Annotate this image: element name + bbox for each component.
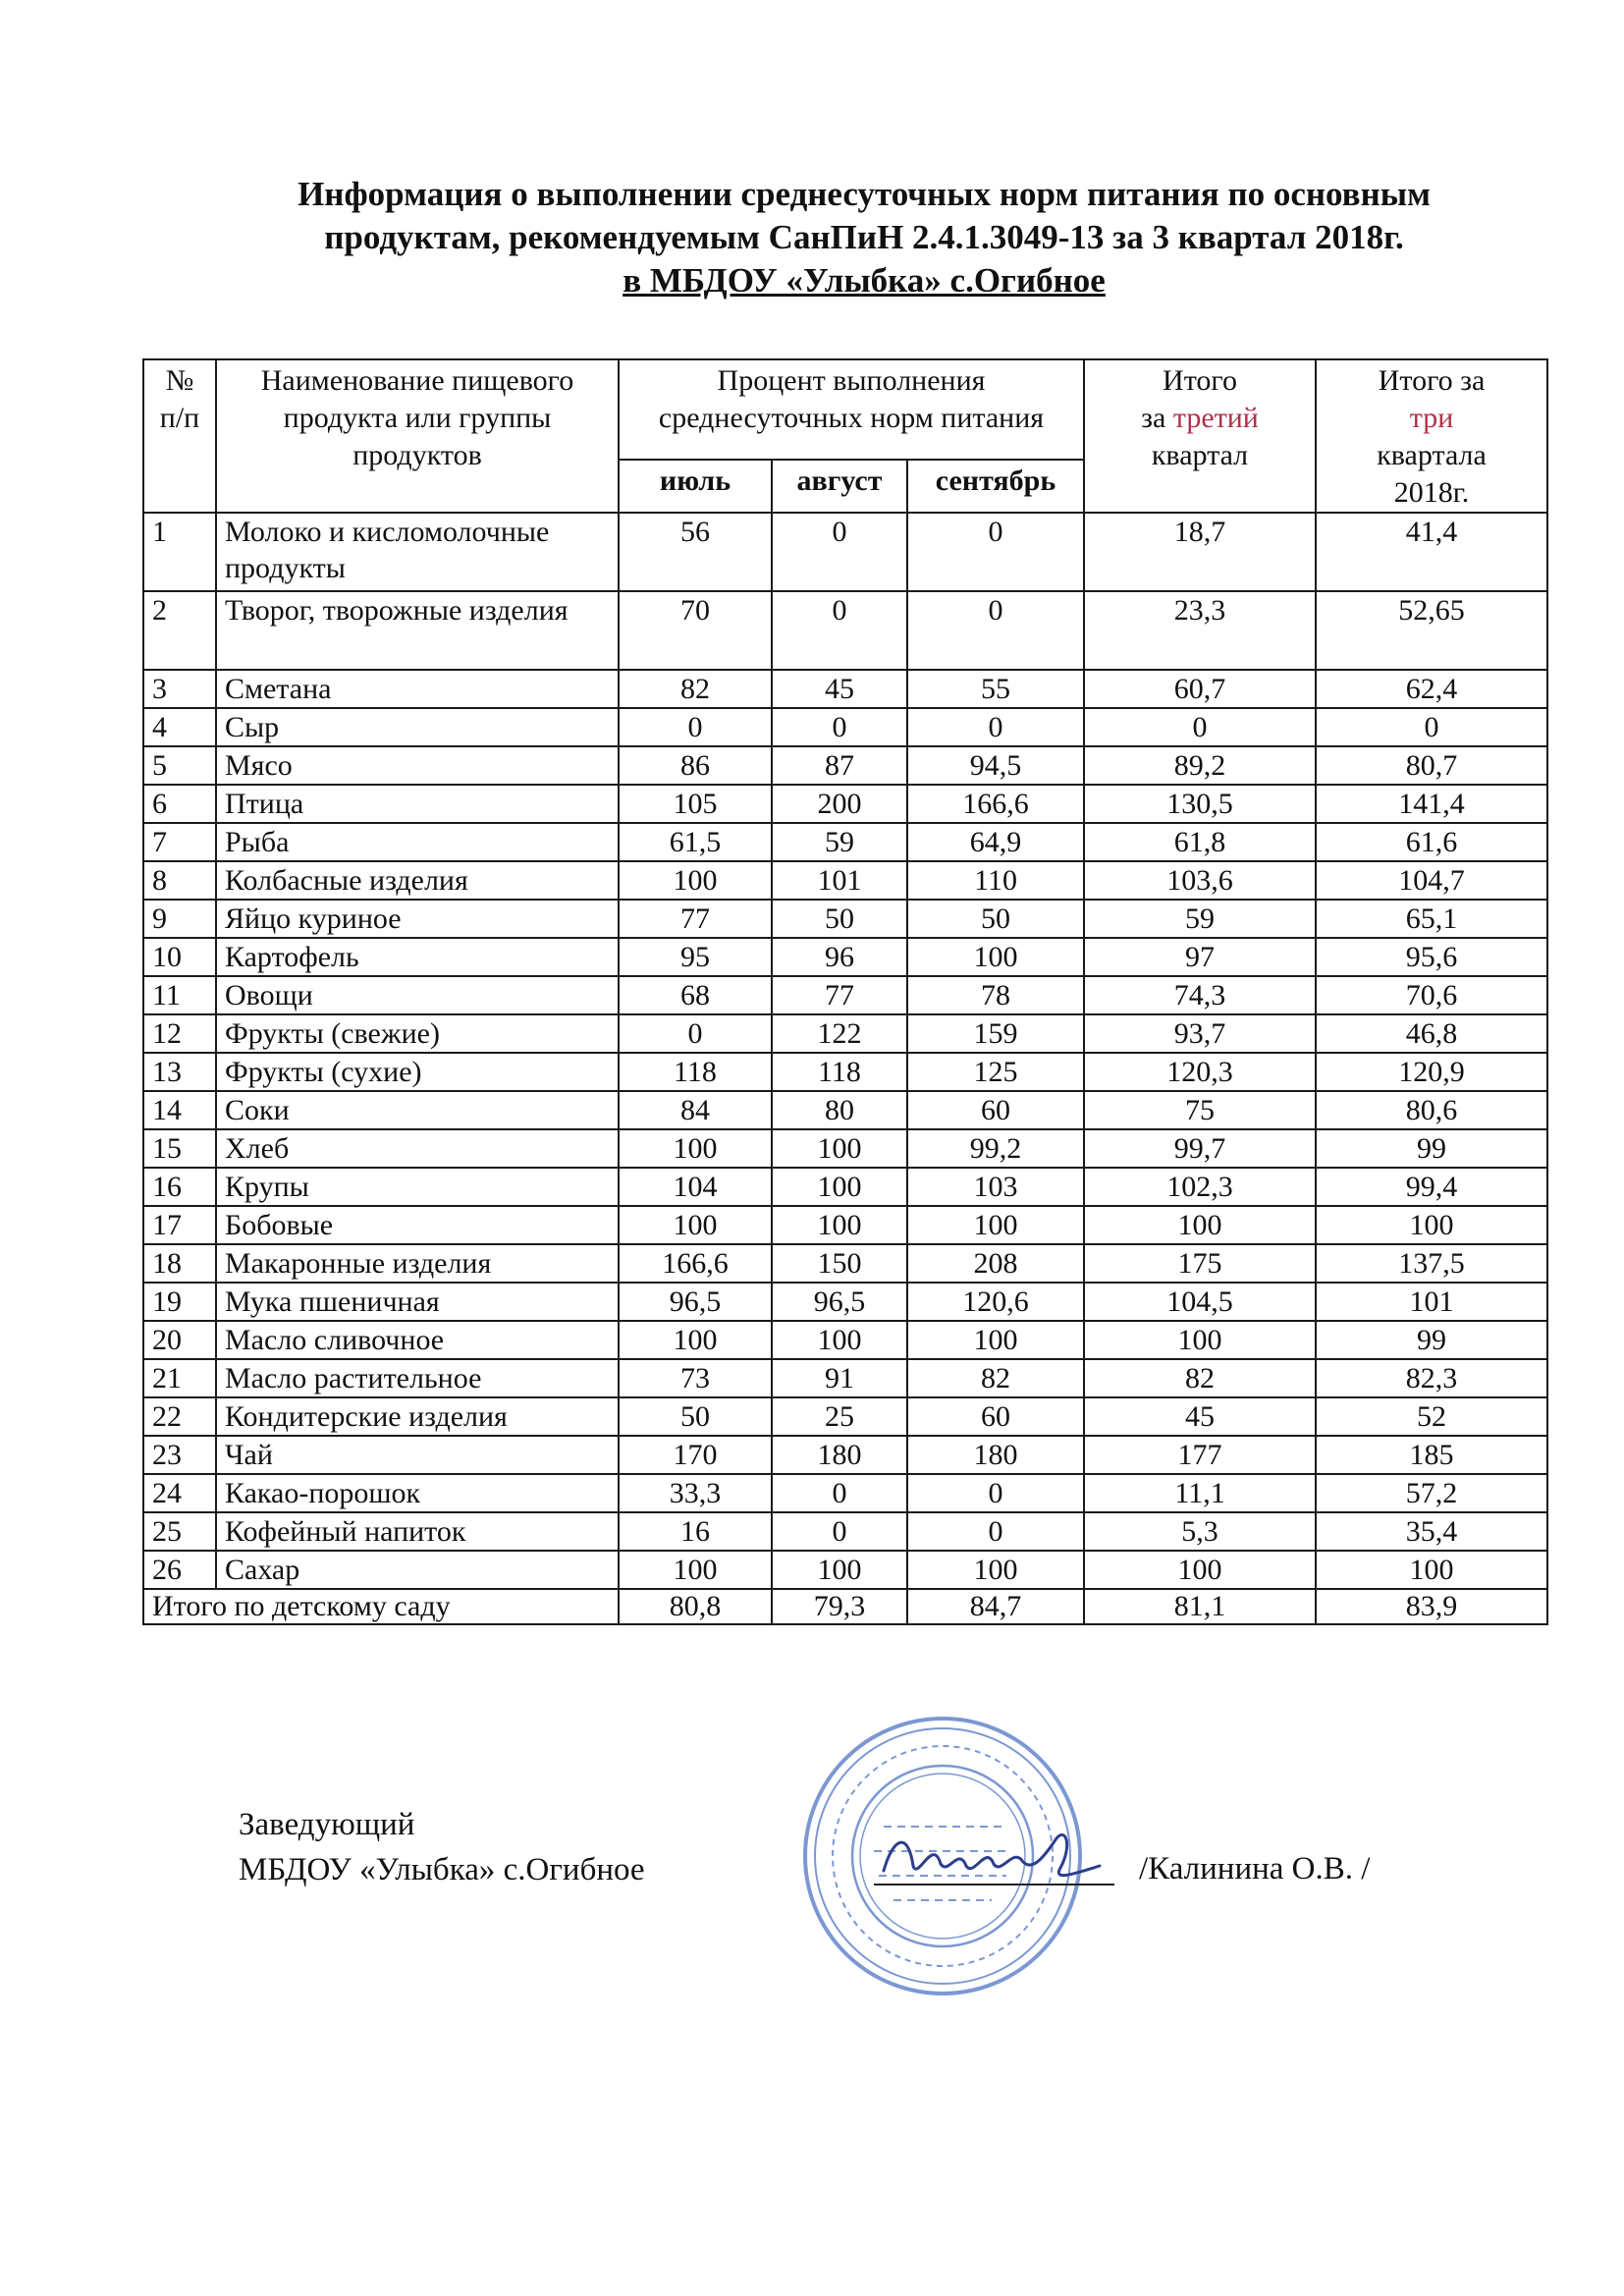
value-three-quarters: 137,5	[1316, 1244, 1547, 1283]
header-quarter-prefix: за	[1141, 402, 1173, 434]
product-name: Чай	[216, 1436, 619, 1474]
value-july: 166,6	[619, 1244, 772, 1283]
value-three-quarters: 57,2	[1316, 1474, 1547, 1512]
value-quarter: 23,3	[1084, 591, 1316, 670]
value-quarter: 120,3	[1084, 1053, 1316, 1091]
table-row	[143, 1206, 1547, 1244]
header-percent	[619, 359, 1084, 460]
product-name: Сыр	[216, 708, 619, 746]
value-september: 159	[907, 1014, 1084, 1053]
value-quarter: 97	[1084, 938, 1316, 976]
value-august: 0	[772, 1512, 907, 1551]
value-quarter: 100	[1084, 1206, 1316, 1244]
value-september: 208	[907, 1244, 1084, 1283]
row-number: 16	[143, 1168, 216, 1206]
value-three-quarters: 80,7	[1316, 746, 1547, 785]
value-august: 100	[772, 1321, 907, 1359]
value-three-quarters: 104,7	[1316, 861, 1547, 900]
value-august: 25	[772, 1397, 907, 1436]
value-july: 100	[619, 1321, 772, 1359]
value-quarter: 89,2	[1084, 746, 1316, 785]
value-august: 100	[772, 1129, 907, 1168]
value-august: 118	[772, 1053, 907, 1091]
value-quarter: 5,3	[1084, 1512, 1316, 1551]
value-july: 16	[619, 1512, 772, 1551]
value-july: 100	[619, 1206, 772, 1244]
table-row	[143, 1168, 1547, 1206]
table-row	[143, 976, 1547, 1014]
value-three-quarters: 141,4	[1316, 785, 1547, 823]
value-quarter: 61,8	[1084, 823, 1316, 861]
header-august: август	[772, 460, 907, 513]
product-name: Фрукты (сухие)	[216, 1053, 619, 1091]
header-product-name: Наименование пищевого продукта или группы продуктов	[216, 359, 619, 513]
value-august: 50	[772, 900, 907, 938]
value-july: 73	[619, 1359, 772, 1397]
value-september: 82	[907, 1359, 1084, 1397]
value-quarter: 177	[1084, 1436, 1316, 1474]
value-quarter: 74,3	[1084, 976, 1316, 1014]
header-july: июль	[619, 460, 772, 513]
value-quarter: 45	[1084, 1397, 1316, 1436]
value-three-quarters: 52,65	[1316, 591, 1547, 670]
value-september: 110	[907, 861, 1084, 900]
header-num-line1: №	[165, 364, 194, 397]
value-august: 180	[772, 1436, 907, 1474]
header-three-line1: Итого за	[1378, 364, 1486, 397]
product-name: Соки	[216, 1091, 619, 1129]
product-name: Колбасные изделия	[216, 861, 619, 900]
value-three-quarters: 70,6	[1316, 976, 1547, 1014]
value-three-quarters: 62,4	[1316, 670, 1547, 708]
signer-organization: МБДОУ «Улыбка» с.Огибное	[239, 1852, 645, 1887]
value-july: 77	[619, 900, 772, 938]
value-three-quarters: 99	[1316, 1129, 1547, 1168]
total-quarter: 81,1	[1084, 1589, 1316, 1624]
value-september: 0	[907, 1512, 1084, 1551]
row-number: 10	[143, 938, 216, 976]
nutrition-norms-table	[142, 358, 1548, 1625]
value-quarter: 102,3	[1084, 1168, 1316, 1206]
row-number: 11	[143, 976, 216, 1014]
header-num	[143, 359, 216, 513]
row-number: 2	[143, 591, 216, 670]
value-september: 120,6	[907, 1283, 1084, 1321]
value-three-quarters: 61,6	[1316, 823, 1547, 861]
value-september: 103	[907, 1168, 1084, 1206]
product-name: Картофель	[216, 938, 619, 976]
value-august: 59	[772, 823, 907, 861]
table-row	[143, 1359, 1547, 1397]
value-july: 70	[619, 591, 772, 670]
value-august: 122	[772, 1014, 907, 1053]
value-august: 150	[772, 1244, 907, 1283]
value-quarter: 18,7	[1084, 513, 1316, 591]
product-name: Кофейный напиток	[216, 1512, 619, 1551]
header-quarter-red-word: третий	[1172, 402, 1259, 434]
value-september: 50	[907, 900, 1084, 938]
value-august: 77	[772, 976, 907, 1014]
value-july: 96,5	[619, 1283, 772, 1321]
value-august: 0	[772, 1474, 907, 1512]
table-row	[143, 746, 1547, 785]
header-three-red-word: три	[1409, 402, 1454, 434]
value-three-quarters: 120,9	[1316, 1053, 1547, 1091]
product-name: Мука пшеничная	[216, 1283, 619, 1321]
value-three-quarters: 52	[1316, 1397, 1547, 1436]
value-september: 60	[907, 1091, 1084, 1129]
value-september: 0	[907, 591, 1084, 670]
row-number: 15	[143, 1129, 216, 1168]
value-august: 87	[772, 746, 907, 785]
value-september: 0	[907, 708, 1084, 746]
value-three-quarters: 99,4	[1316, 1168, 1547, 1206]
value-august: 100	[772, 1168, 907, 1206]
value-september: 100	[907, 1551, 1084, 1589]
row-number: 12	[143, 1014, 216, 1053]
value-july: 100	[619, 1551, 772, 1589]
value-three-quarters: 46,8	[1316, 1014, 1547, 1053]
product-name: Хлеб	[216, 1129, 619, 1168]
product-name: Овощи	[216, 976, 619, 1014]
value-september: 100	[907, 1206, 1084, 1244]
value-quarter: 104,5	[1084, 1283, 1316, 1321]
value-july: 105	[619, 785, 772, 823]
total-august: 79,3	[772, 1589, 907, 1624]
product-name: Сметана	[216, 670, 619, 708]
product-name: Яйцо куриное	[216, 900, 619, 938]
product-name: Рыба	[216, 823, 619, 861]
value-quarter: 130,5	[1084, 785, 1316, 823]
value-three-quarters: 100	[1316, 1206, 1547, 1244]
header-september: сентябрь	[907, 460, 1084, 513]
title-line-2: продуктам, рекомендуемым СанПиН 2.4.1.3049-13 за 3 квартал 2018г.	[324, 218, 1404, 256]
value-july: 50	[619, 1397, 772, 1436]
value-quarter: 100	[1084, 1321, 1316, 1359]
value-august: 96	[772, 938, 907, 976]
value-september: 180	[907, 1436, 1084, 1474]
value-july: 82	[619, 670, 772, 708]
value-july: 0	[619, 708, 772, 746]
value-september: 0	[907, 1474, 1084, 1512]
total-row	[143, 1589, 1547, 1624]
table-row	[143, 1283, 1547, 1321]
row-number: 26	[143, 1551, 216, 1589]
row-number: 13	[143, 1053, 216, 1091]
product-name: Молоко и кисломолочные продукты	[216, 513, 619, 591]
value-quarter: 175	[1084, 1244, 1316, 1283]
value-august: 200	[772, 785, 907, 823]
value-september: 78	[907, 976, 1084, 1014]
value-july: 170	[619, 1436, 772, 1474]
value-three-quarters: 100	[1316, 1551, 1547, 1589]
row-number: 18	[143, 1244, 216, 1283]
table-row	[143, 1512, 1547, 1551]
value-august: 0	[772, 708, 907, 746]
table-row	[143, 785, 1547, 823]
table-row	[143, 670, 1547, 708]
row-number: 25	[143, 1512, 216, 1551]
value-quarter: 100	[1084, 1551, 1316, 1589]
table-row	[143, 861, 1547, 900]
row-number: 19	[143, 1283, 216, 1321]
product-name: Бобовые	[216, 1206, 619, 1244]
total-july: 80,8	[619, 1589, 772, 1624]
product-name: Сахар	[216, 1551, 619, 1589]
value-quarter: 75	[1084, 1091, 1316, 1129]
product-name: Какао-порошок	[216, 1474, 619, 1512]
signature-line	[874, 1884, 1114, 1886]
total-three-quarters: 83,9	[1316, 1589, 1547, 1624]
value-three-quarters: 99	[1316, 1321, 1547, 1359]
value-september: 64,9	[907, 823, 1084, 861]
value-august: 100	[772, 1206, 907, 1244]
total-september: 84,7	[907, 1589, 1084, 1624]
value-july: 95	[619, 938, 772, 976]
value-september: 0	[907, 513, 1084, 591]
value-august: 91	[772, 1359, 907, 1397]
value-july: 0	[619, 1014, 772, 1053]
product-name: Масло растительное	[216, 1359, 619, 1397]
value-quarter: 99,7	[1084, 1129, 1316, 1168]
value-july: 33,3	[619, 1474, 772, 1512]
product-name: Мясо	[216, 746, 619, 785]
table-row	[143, 1244, 1547, 1283]
row-number: 5	[143, 746, 216, 785]
table-row	[143, 1436, 1547, 1474]
value-september: 100	[907, 938, 1084, 976]
header-quarter-total	[1084, 359, 1316, 513]
table-row	[143, 1551, 1547, 1589]
value-september: 94,5	[907, 746, 1084, 785]
header-quarter-line1: Итого	[1163, 364, 1237, 397]
value-july: 100	[619, 1129, 772, 1168]
table-row	[143, 1397, 1547, 1436]
table-row	[143, 1091, 1547, 1129]
value-july: 86	[619, 746, 772, 785]
header-three-line4: 2018г.	[1393, 476, 1470, 509]
signer-position: Заведующий	[239, 1807, 415, 1842]
value-july: 100	[619, 861, 772, 900]
value-quarter: 60,7	[1084, 670, 1316, 708]
value-september: 125	[907, 1053, 1084, 1091]
value-august: 96,5	[772, 1283, 907, 1321]
value-july: 104	[619, 1168, 772, 1206]
row-number: 8	[143, 861, 216, 900]
header-quarter-line2	[1093, 400, 1307, 437]
value-september: 60	[907, 1397, 1084, 1436]
table-row	[143, 513, 1547, 591]
product-name: Творог, творожные изделия	[216, 591, 619, 670]
header-three-quarters-total	[1316, 359, 1547, 513]
value-three-quarters: 185	[1316, 1436, 1547, 1474]
value-quarter: 82	[1084, 1359, 1316, 1397]
row-number: 23	[143, 1436, 216, 1474]
value-quarter: 0	[1084, 708, 1316, 746]
value-quarter: 93,7	[1084, 1014, 1316, 1053]
value-three-quarters: 65,1	[1316, 900, 1547, 938]
row-number: 6	[143, 785, 216, 823]
row-number: 17	[143, 1206, 216, 1244]
value-three-quarters: 0	[1316, 708, 1547, 746]
row-number: 1	[143, 513, 216, 591]
table-row	[143, 1321, 1547, 1359]
total-label: Итого по детскому саду	[143, 1589, 619, 1624]
row-number: 14	[143, 1091, 216, 1129]
value-july: 56	[619, 513, 772, 591]
table-row	[143, 900, 1547, 938]
value-three-quarters: 101	[1316, 1283, 1547, 1321]
value-quarter: 11,1	[1084, 1474, 1316, 1512]
table-row	[143, 1053, 1547, 1091]
value-three-quarters: 35,4	[1316, 1512, 1547, 1551]
header-quarter-line3: квартал	[1151, 439, 1249, 471]
product-name: Кондитерские изделия	[216, 1397, 619, 1436]
value-july: 61,5	[619, 823, 772, 861]
value-august: 100	[772, 1551, 907, 1589]
header-percent-line1: Процент выполнения	[717, 364, 986, 397]
value-july: 84	[619, 1091, 772, 1129]
table-body	[143, 513, 1547, 1589]
value-july: 118	[619, 1053, 772, 1091]
row-number: 24	[143, 1474, 216, 1512]
value-three-quarters: 41,4	[1316, 513, 1547, 591]
value-quarter: 59	[1084, 900, 1316, 938]
header-three-line3: квартала	[1377, 439, 1487, 471]
header-percent-line2: среднесуточных норм питания	[658, 402, 1045, 434]
product-name: Птица	[216, 785, 619, 823]
value-september: 99,2	[907, 1129, 1084, 1168]
product-name: Макаронные изделия	[216, 1244, 619, 1283]
row-number: 20	[143, 1321, 216, 1359]
header-num-line2: п/п	[159, 402, 200, 434]
value-september: 55	[907, 670, 1084, 708]
title-line-3: в МБДОУ «Улыбка» с.Огибное	[623, 261, 1106, 300]
table-row	[143, 938, 1547, 976]
value-august: 0	[772, 591, 907, 670]
product-name: Фрукты (свежие)	[216, 1014, 619, 1053]
table-row	[143, 1474, 1547, 1512]
value-quarter: 103,6	[1084, 861, 1316, 900]
row-number: 21	[143, 1359, 216, 1397]
value-three-quarters: 95,6	[1316, 938, 1547, 976]
table-row	[143, 823, 1547, 861]
value-august: 101	[772, 861, 907, 900]
row-number: 4	[143, 708, 216, 746]
table-row	[143, 591, 1547, 670]
table-row	[143, 1014, 1547, 1053]
signature-block	[239, 1802, 645, 1892]
value-three-quarters: 82,3	[1316, 1359, 1547, 1397]
value-september: 100	[907, 1321, 1084, 1359]
table-row	[143, 1129, 1547, 1168]
row-number: 3	[143, 670, 216, 708]
value-august: 45	[772, 670, 907, 708]
document-title	[157, 173, 1571, 302]
row-number: 22	[143, 1397, 216, 1436]
product-name: Масло сливочное	[216, 1321, 619, 1359]
table-row	[143, 708, 1547, 746]
value-august: 0	[772, 513, 907, 591]
value-september: 166,6	[907, 785, 1084, 823]
value-august: 80	[772, 1091, 907, 1129]
value-three-quarters: 80,6	[1316, 1091, 1547, 1129]
row-number: 7	[143, 823, 216, 861]
product-name: Крупы	[216, 1168, 619, 1206]
title-line-1: Информация о выполнении среднесуточных норм питания по основным	[298, 175, 1431, 213]
value-july: 68	[619, 976, 772, 1014]
signer-name: /Калинина О.В. /	[1139, 1851, 1371, 1886]
row-number: 9	[143, 900, 216, 938]
